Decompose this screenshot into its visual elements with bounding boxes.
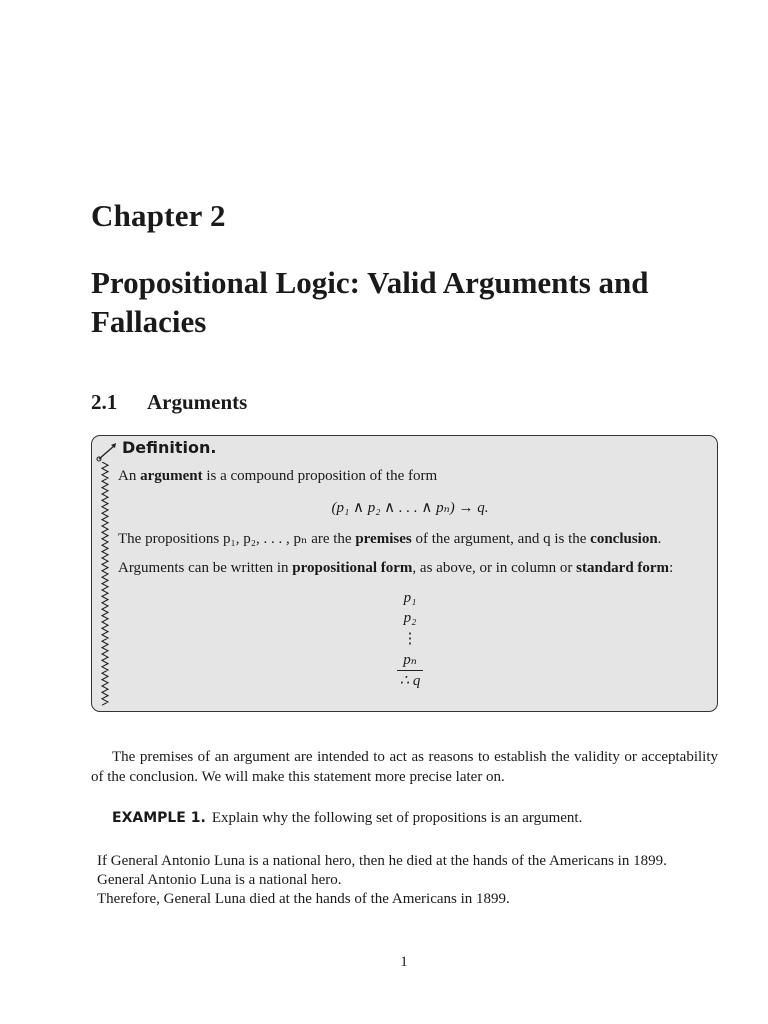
example-label: EXAMPLE 1. <box>112 810 206 826</box>
text-run: : <box>669 560 674 576</box>
section-title: Arguments <box>147 390 248 414</box>
example-line: General Antonio Luna is a national hero. <box>97 872 342 888</box>
zigzag-rule <box>100 462 110 708</box>
term-propositional-form: propositional form <box>292 560 413 576</box>
premise-1: p₁ <box>403 590 417 606</box>
text-run: is a compound proposition of the form <box>202 468 438 484</box>
definition-paragraph-1 <box>118 466 702 486</box>
example-argument <box>97 852 737 909</box>
example-text: Explain why the following set of propositions is an argument. <box>211 810 583 826</box>
text-run: of the argument, and q is the <box>411 531 591 547</box>
standard-form-column <box>118 588 702 691</box>
text-run: Arguments can be written in <box>118 560 293 576</box>
section-number: 2.1 <box>91 390 118 414</box>
argument-formula: (p₁ ∧ p₂ ∧ . . . ∧ pₙ) → q. <box>331 500 489 516</box>
chapter-label: Chapter 2 <box>91 198 226 233</box>
definition-paragraph-3 <box>118 558 702 578</box>
definition-box <box>91 435 718 712</box>
term-conclusion: conclusion <box>590 531 658 547</box>
column-conclusion: ∴ q <box>399 673 421 689</box>
definition-paragraph-2 <box>118 529 702 549</box>
text-run: . <box>657 531 662 547</box>
premise-n: pₙ <box>397 650 423 671</box>
chapter-title: Propositional Logic: Valid Arguments and Fallacies <box>91 265 649 339</box>
term-standard-form: standard form <box>576 560 670 576</box>
example-line: If General Antonio Luna is a national hero, then he died at the hands of the Americans in 1899. <box>97 853 667 869</box>
definition-heading: Definition. <box>122 438 217 457</box>
text-run: , as above, or in column or <box>412 560 577 576</box>
definition-body <box>118 466 702 691</box>
body-paragraph: The premises of an argument are intended to act as reasons to establish the validity or acceptability of the conclusion. We will make this statement more precise later on. <box>91 749 718 785</box>
example-line: Therefore, General Luna died at the hands of the Americans in 1899. <box>97 891 510 907</box>
term-argument: argument <box>140 468 203 484</box>
example-1 <box>112 808 582 828</box>
text-run: The propositions p₁, p₂, . . . , pₙ are the <box>118 531 356 547</box>
page-number: 1 <box>400 954 408 970</box>
term-premises: premises <box>355 531 412 547</box>
section-heading <box>91 390 247 415</box>
text-run: An <box>118 468 141 484</box>
premise-2: p₂ <box>403 610 417 626</box>
pen-icon <box>96 442 118 462</box>
vertical-ellipsis: ⋮ <box>402 631 418 647</box>
